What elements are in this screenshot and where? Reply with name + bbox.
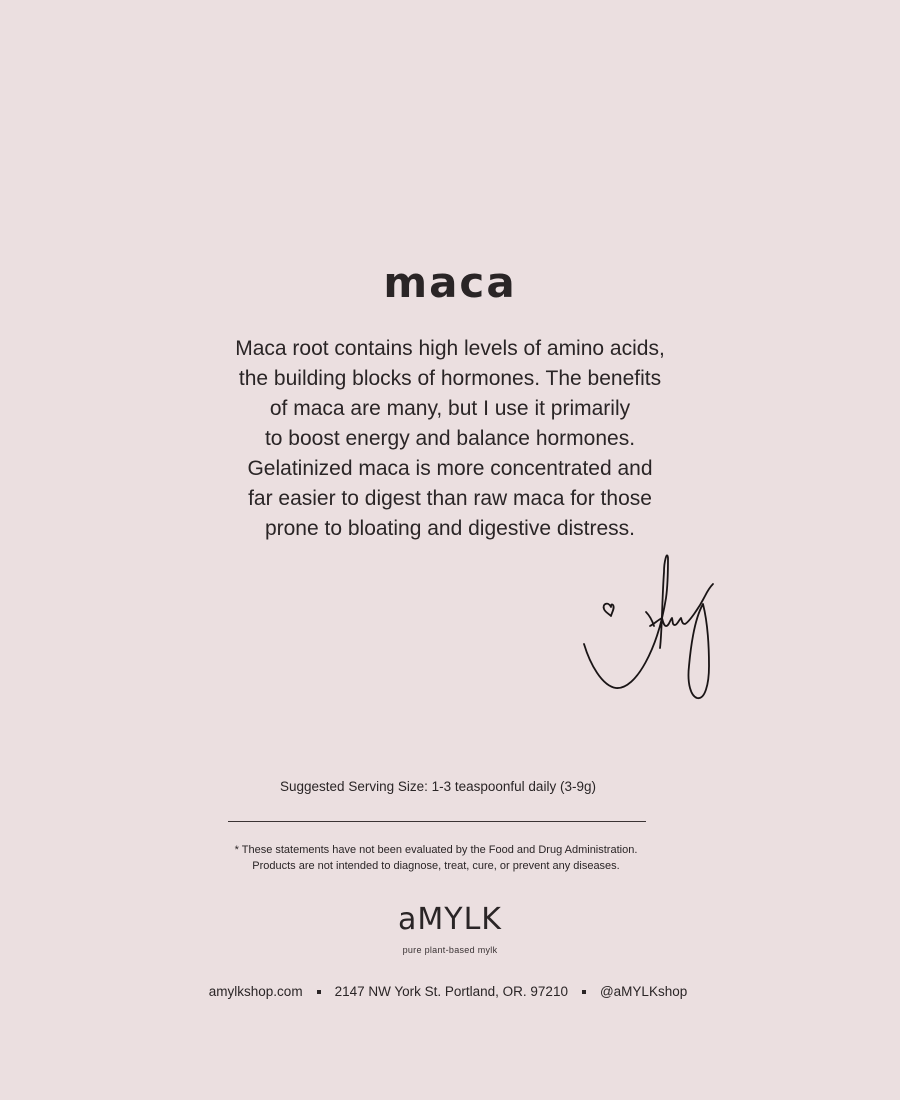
product-description	[150, 334, 750, 544]
social-handle-link[interactable]: @aMYLKshop	[599, 984, 688, 999]
brand-logo: aMYLK	[398, 902, 502, 937]
description-line: far easier to digest than raw maca for those	[248, 487, 652, 510]
serving-size: Suggested Serving Size: 1-3 teaspoonful daily (3-9g)	[280, 779, 596, 794]
address: 2147 NW York St. Portland, OR. 97210	[334, 984, 568, 999]
description-line: Maca root contains high levels of amino acids,	[235, 337, 665, 360]
description-line: prone to bloating and digestive distress.	[264, 517, 636, 540]
description-line: Gelatinized maca is more concentrated and	[247, 457, 653, 480]
separator	[317, 990, 321, 994]
footer	[0, 984, 896, 999]
separator	[582, 990, 586, 994]
handwritten-signature	[578, 536, 732, 702]
description-line: of maca are many, but I use it primarily	[269, 397, 631, 420]
product-title: maca	[383, 258, 517, 307]
website-link[interactable]: amylkshop.com	[208, 984, 303, 999]
disclaimer-line: Products are not intended to diagnose, treat, cure, or prevent any diseases.	[252, 860, 620, 872]
fda-disclaimer	[186, 842, 686, 874]
brand-tagline: pure plant-based mylk	[402, 945, 498, 955]
divider	[228, 821, 646, 822]
description-line: the building blocks of hormones. The benefits	[238, 367, 662, 390]
description-line: to boost energy and balance hormones.	[264, 427, 636, 450]
disclaimer-line: * These statements have not been evaluated by the Food and Drug Administration.	[234, 844, 638, 856]
